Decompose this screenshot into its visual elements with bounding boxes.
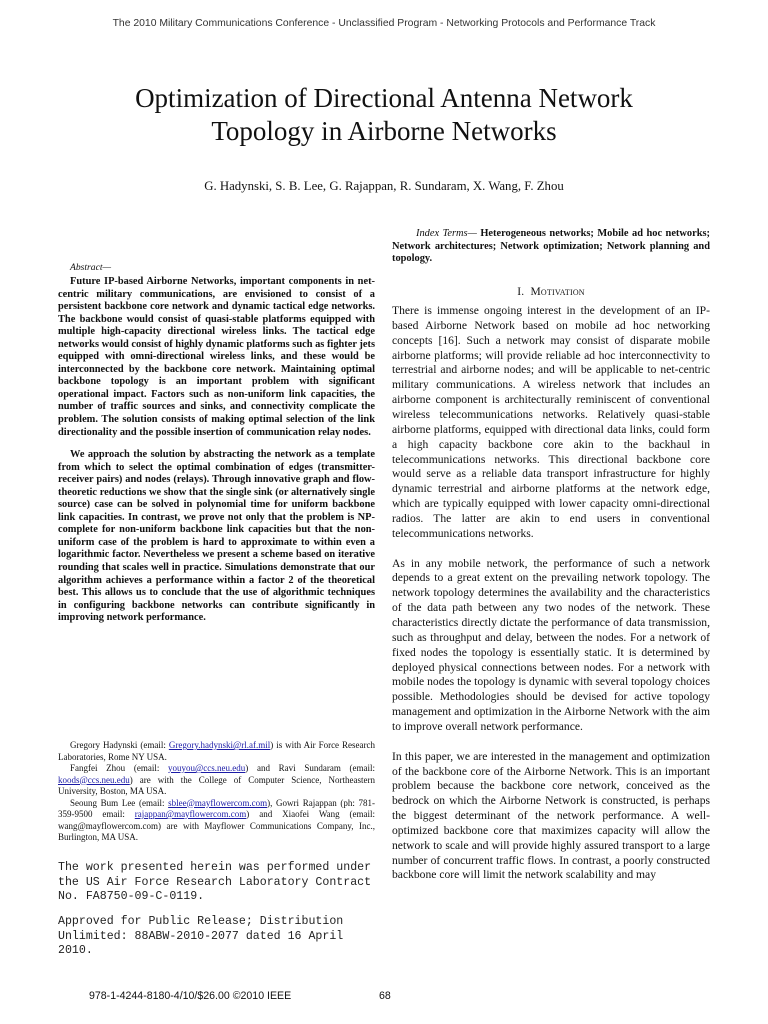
abstract-paragraph-2: We approach the solution by abstracting the network as a template from which to select the optimal combination of edges (transmitter-receiver pairs) and nodes (relays). Through innovative graph and flow-theoretic reductions we show that the single sink (or alternatively single source) case can be solved in polynomial time for uniform backbone link capacities. In contrast, we prove not only that the problem is NP-complete for non-uniform backbone link capacities but that the non-uniform case of the problem is hard to approximate to within even a logarithmic factor. Nevertheless we present a scheme based on iterative rounding that scales well in practice. Simulations demonstrate that our algorithm achieves a performance within a factor 2 of the theoretical best. This allows us to conclude that the use of algorithmic techniques in configuring backbone networks can contribute significantly in improving network performance.: [58, 449, 375, 624]
email-link[interactable]: rajappan@mayflowercom.com: [134, 809, 247, 819]
funding-notice: The work presented herein was performed under the US Air Force Research Laboratory Contract No. FA8750-09-C-0119.: [58, 861, 372, 903]
index-terms: [392, 228, 710, 266]
section-title: Motivation: [530, 286, 585, 299]
abstract-label: Abstract—: [70, 262, 112, 273]
footnote-zhou-sundaram: Fangfei Zhou (email: youyou@ccs.neu.edu) and Ravi Sundaram (email: koods@ccs.neu.edu) are with the College of Computer Science, Northeastern University, Boston, MA USA.: [58, 763, 375, 796]
index-terms-text: Heterogeneous networks; Mobile ad hoc networks; Network architectures; Network optimization; Network planning and topology.: [392, 228, 710, 265]
copyright-footer: 978-1-4244-8180-4/10/$26.00 ©2010 IEEE: [89, 990, 292, 1002]
author-list: G. Hadynski, S. B. Lee, G. Rajappan, R. Sundaram, X. Wang, F. Zhou: [204, 179, 564, 193]
title-line-1: Optimization of Directional Antenna Network: [135, 83, 633, 113]
body-paragraph-3: In this paper, we are interested in the management and optimization of the backbone core of the Airborne Network. This is an important problem because the backbone core network, conceived as the bedrock on which the Airborne Network is constructed, is perhaps the biggest determinant of the network performance. A well-optimized backbone core that maximizes capacity will allow the network to scale and will provide highly assured transport to a large number of concurrent traffic flows. In contrast, a poorly constructed backbone core will limit the network scalability and may: [392, 749, 710, 882]
title-line-2: Topology in Airborne Networks: [211, 116, 557, 146]
index-terms-label: Index Terms—: [416, 228, 477, 239]
section-number: I.: [517, 286, 525, 299]
release-notice: Approved for Public Release; Distribution Unlimited: 88ABW-2010-2077 dated 16 April 2010.: [58, 915, 344, 957]
email-link[interactable]: sblee@mayflowercom.com: [168, 797, 268, 808]
page-number: 68: [379, 990, 391, 1002]
body-paragraph-1: There is immense ongoing interest in the development of an IP-based Airborne Network based on mobile ad hoc networking concepts [16]. Such a network may consist of disparate mobile airborne platforms; will provide reliable ad hoc interconnectivity to terrestrial and airborne nodes; and will be applicable to net-centric military communications. A wireless network that includes an airborne component is architecturally reminiscent of conventional wireless telecommunications networks. Relatively quasi-stable airborne platforms, equipped with directional data links, could form a high capacity backbone core akin to the backhaul in telecommunications networks. This directional backbone core would serve as a reliable data transport infrastructure for highly dynamic terrestrial and airborne platforms at the network edge, which are typically equipped with lower capacity omni-directional radios. The latter are akin to end users in conventional telecommunications networks.: [392, 304, 710, 540]
abstract-paragraph-1: Future IP-based Airborne Networks, important components in net-centric military communications, are envisioned to consist of a persistent backbone core network and dynamic tactical edge networks. The backbone would consist of quasi-stable platforms equipped with multiple high-capacity directional wireless links. The tactical edge networks would consist of highly dynamic platforms such as fighter jets equipped with omni-directional wireless links, and these would be interconnected by the backbone core network. Maintaining optimal backbone topology is an important problem with significant operational impact. Factors such as non-uniform link capacities, the number of traffic sources and sinks, and connectivity complicate the problem. The solution consists of making optimal selection of the link directionality and the possible insertion of communication relay nodes.: [58, 276, 375, 438]
footnote-hadynski: Gregory Hadynski (email: Gregory.hadynski@rl.af.mil) is with Air Force Research Laboratories, Rome NY USA.: [58, 740, 375, 762]
email-link[interactable]: Gregory.hadynski@rl.af.mil: [168, 740, 271, 750]
email-link[interactable]: koods@ccs.neu.edu: [58, 774, 130, 785]
body-paragraph-2: As in any mobile network, the performance of such a network depends to a great extent on the prevailing network topology. The network topology determines the availability and the characteristics of the data path between any two nodes of the network. These characteristics directly dictate the performance of data transmission, such as throughput and delay, between the nodes. For a network of fixed nodes the topology is essentially static. It is determined by deployed physical connections between nodes. For a network with mobile nodes the topology is dynamic with several topology choices possible. Methodologies should be devised for active topology management and optimization in the Airborne Network with the aim to improve overall network performance.: [392, 556, 710, 733]
running-header: The 2010 Military Communications Conference - Unclassified Program - Networking Protocols and Performance Track: [112, 18, 656, 29]
footnote-lee-rajappan-wang: Seoung Bum Lee (email: sblee@mayflowercom.com), Gowri Rajappan (ph: 781-359-9500 email: rajappan@mayflowercom.com) and Xiaofei Wang (email: wang@mayflowercom.com) are with Mayflower Communications Company, Inc., Burlington, MA USA.: [58, 797, 375, 842]
section-heading: [392, 286, 710, 298]
email-link[interactable]: youyou@ccs.neu.edu: [168, 763, 246, 773]
right-column: [392, 228, 710, 883]
paper-title: [40, 82, 728, 148]
author-footnotes: [58, 740, 375, 844]
left-column: [58, 262, 375, 625]
